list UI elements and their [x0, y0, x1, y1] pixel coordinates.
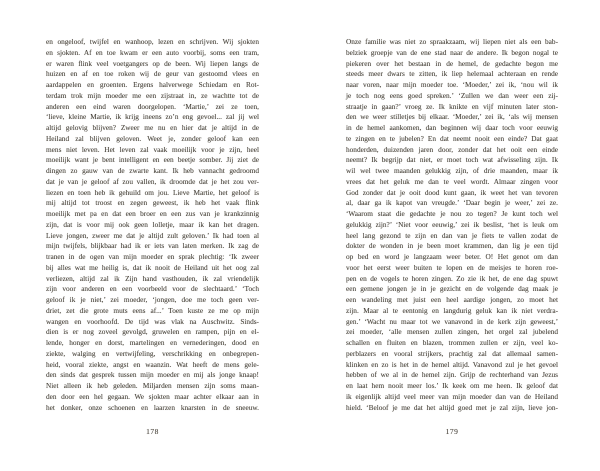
text-line: Niet alleen ik heb geleden. Miljarden mensen zijn soms maan- — [46, 381, 259, 390]
text-line: moeilijk met pa en dat een broer en een zus van je krankzinnig — [46, 209, 259, 218]
text-line: zei moeder, ‘alle mensen zullen zingen, het orgel zal jubelend — [346, 327, 558, 337]
text-line: den sinds dat gesprek tussen mijn moeder en mij als jonge knaap! — [46, 370, 259, 380]
text-line: hield. ‘Beloof je me dat het altijd goed met je zal zijn, lieve jon- — [346, 402, 558, 412]
text-line: neemt? Ik begrijp dat niet, er moet toch wat afwisseling zijn. Ik — [346, 155, 558, 165]
text-line: hebben of we al in de hemel zijn. Grijp de rechterhand van Jezus — [346, 370, 558, 380]
text-line: lende, honger en dorst, martelingen en vernederingen, dood en — [46, 338, 259, 347]
text-line: het donker, onze schoenen en laarzen knarsten in de sneeuw. — [46, 402, 259, 412]
text-line: God zonder dat je ooit dood kunt gaan, ik weet het van tevoren — [346, 187, 558, 197]
text-line: dat je van je geloof af zou vallen, ik droomde dat je het zou ver- — [46, 176, 259, 186]
text-line: ik eigenlijk altijd veel meer van mijn moeder dan van de Heiland — [346, 391, 558, 401]
text-line: bij alles wat me heilig is, dat ik nooit de Heiland uit het oog zal — [46, 262, 259, 272]
text-line: te zingen en te jubelen? En dat neemt nooit een einde? Dat gaat — [346, 133, 558, 143]
text-line: honderden, duizenden jaren door, zonder dat het ooit een einde — [346, 144, 558, 154]
text-line: dokter de wonden in je been moet krammen, dan lig je een tijd — [346, 241, 558, 251]
text-line: piekeren over het bestaan in de hemel, de gedachte begon me — [346, 58, 558, 68]
text-line: gen.’ ‘Wacht nu maar tot we vanavond in de kerk zijn geweest,’ — [346, 316, 558, 326]
text-line: mens niet leven. Het leven zal vaak moeilijk voor je zijn, heel — [46, 144, 259, 154]
text-line: pen en de vogels te horen zingen. Zo zie ik het, de ene dag spuwt — [346, 273, 558, 283]
text-line: zijn, dat is voor mij ook geen lolletje, maar ik kan het dragen. — [46, 219, 259, 229]
text-line: verliezen, altijd zal ik Zijn hand vasthouden, ik zal vriendelijk — [46, 273, 259, 283]
text-line: wangen en voorhoofd. De tijd was vlak na Auschwitz. Sinds- — [46, 316, 259, 326]
text-line: altijd gelovig blijven? Zweer me nu en hier dat je altijd in de — [46, 123, 259, 132]
page-right — [346, 0, 558, 471]
text-line: en sjokten. Af en toe kwam er een auto voorbij, soms een tram, — [46, 47, 259, 57]
text-line: ‘Waarom staat die gedachte je nou zo tegen? Je kunt toch wel — [346, 209, 558, 218]
text-line: voor het eerst weer buiten te lopen en de meisjes te horen roe- — [346, 262, 558, 272]
text-line: dingen zo gauw van de zwarte kant. Ik heb vannacht gedroomd — [46, 166, 259, 175]
text-line: en laat hem nooit meer los.’ Ik keek om me heen. Ik geloof dat — [346, 381, 558, 390]
text-line: in de hemel aankomen, dan beginnen wij daar toch voor eeuwig — [346, 123, 558, 132]
text-line: ziekte, walging en vertwijfeling, verschrikking en onbegrepen- — [46, 348, 259, 358]
text-line: den we weer stilletjes bij elkaar. ‘Moeder,’ zei ik, ‘als wij mensen — [346, 112, 558, 122]
text-line: geloof ik je niet,’ zei moeder, ‘jongen, doe me toch geen ver- — [46, 295, 259, 304]
text-line: zijn. Maar al te eentonig en langdurig geluk kan ik niet verdra- — [346, 305, 558, 315]
text-line: naar voren, naar mijn moeder toe. ‘Moeder,’ zei ik, ‘nou wil ik — [346, 80, 558, 89]
text-line: vrees dat het geluk me dan te veel wordt. Almaar zingen voor — [346, 176, 558, 186]
page-right-number: 179 — [445, 427, 459, 436]
text-line: en ongeloof, twijfel en wanhoop, lezen en schrijven. Wij sjokten — [46, 37, 259, 46]
text-line: heid, vooral ziekte, angst en waanzin. Wat heeft de mens gele- — [46, 359, 259, 369]
text-line: je toch nog eens goed spreken.’ ‘Zullen we dan weer een zij- — [346, 90, 558, 100]
text-line: anderen een eind waren doorgelopen. ‘Martie,’ zei ze toen, — [46, 101, 259, 111]
text-line: driet, zet die grote muts eens af...’ Toen kuste ze me op mijn — [46, 305, 259, 315]
text-line: dien is er nog zoveel gevolgd, gruwelen en rampen, pijn en el- — [46, 327, 259, 337]
text-line: terdam trok mijn moeder me een zijstraat in, ze wachtte tot de — [46, 90, 259, 100]
page-left-number: 178 — [146, 427, 159, 436]
text-line: op bed en word je langzaam weer beter. O! Het genot om dan — [346, 252, 558, 261]
text-line: gelukkig zijn?’ ‘Niet voor eeuwig,’ zei ik beslist, ‘het is leuk om — [346, 219, 558, 229]
page-left-text — [46, 37, 259, 413]
text-line: al, daar ga ik kapot van vreugde.’ ‘Daar begin je weer,’ zei ze. — [346, 198, 558, 208]
text-line: steeds meer dwars te zitten, ik liep helemaal achteraan en rende — [346, 69, 558, 79]
page-left — [46, 0, 259, 471]
text-line: mij altijd tot troost en zegen geweest, ik heb het vaak flink — [46, 198, 259, 208]
text-line: een wandeling met juist een heel aardige jongen, zo moet het — [346, 295, 558, 304]
text-line: zijn voor anderen en een voorbeeld voor de slechtaard.’ ‘Toch — [46, 284, 259, 294]
text-line: belziek groepje van de ene stad naar de andere. Ik begon nogal te — [346, 47, 558, 57]
text-line: den door een hel gegaan. We sjokten maar achter elkaar aan in — [46, 391, 259, 401]
text-line: perblazers en vooral strijkers, prachtig zal dat allemaal samen- — [346, 348, 558, 358]
text-line: Onze familie was niet zo spraakzaam, wij liepen niet als een bab- — [346, 37, 558, 46]
text-line: liezen en toen heb ik gehuild om jou. Lieve Martie, het geloof is — [46, 187, 259, 197]
text-line: mijn twijfels, blijkbaar had ik er iets van laten merken. Ik zag de — [46, 241, 259, 251]
text-line: tranen in de ogen van mijn moeder en sprak plechtig: ‘Ik zweer — [46, 252, 259, 261]
text-line: heel lang gezond te zijn en dan van je fiets te vallen zodat de — [346, 230, 558, 240]
text-line: er waren flink veel voetgangers op de been. Wij liepen langs de — [46, 58, 259, 68]
text-line: moeilijk want je bent intelligent en een beetje somber. Jij ziet de — [46, 155, 259, 165]
text-line: ‘lieve, kleine Martie, ik krijg ineens zo’n eng gevoel... zal jij wel — [46, 112, 259, 122]
text-line: klinken en zo is het in de hemel altijd. Vanavond zul je het gevoel — [346, 359, 558, 369]
text-line: Heiland zal blijven geloven. Weet je, zonder geloof kan een — [46, 133, 259, 143]
text-line: huizen en af en toe roken wij de geur van gestoomd vlees en — [46, 69, 259, 79]
text-line: schallen en fluiten en blazen, trommen zullen er zijn, veel ko- — [346, 338, 558, 347]
text-line: een gemene jongen je in je gezicht en de volgende dag maak je — [346, 284, 558, 294]
text-line: straatje in gaan?’ vroeg ze. Ik knikte en vijf minuten later ston- — [346, 101, 558, 111]
text-line: aardappelen en groenten. Ergens halverwege Schiedam en Rot- — [46, 80, 259, 89]
text-line: Lieve jongen, zweer me dat je altijd zult geloven.’ Ik had toen al — [46, 230, 259, 240]
page-right-text — [346, 37, 558, 413]
text-line: wil wel twee maanden gelukkig zijn, of drie maanden, maar ik — [346, 166, 558, 175]
